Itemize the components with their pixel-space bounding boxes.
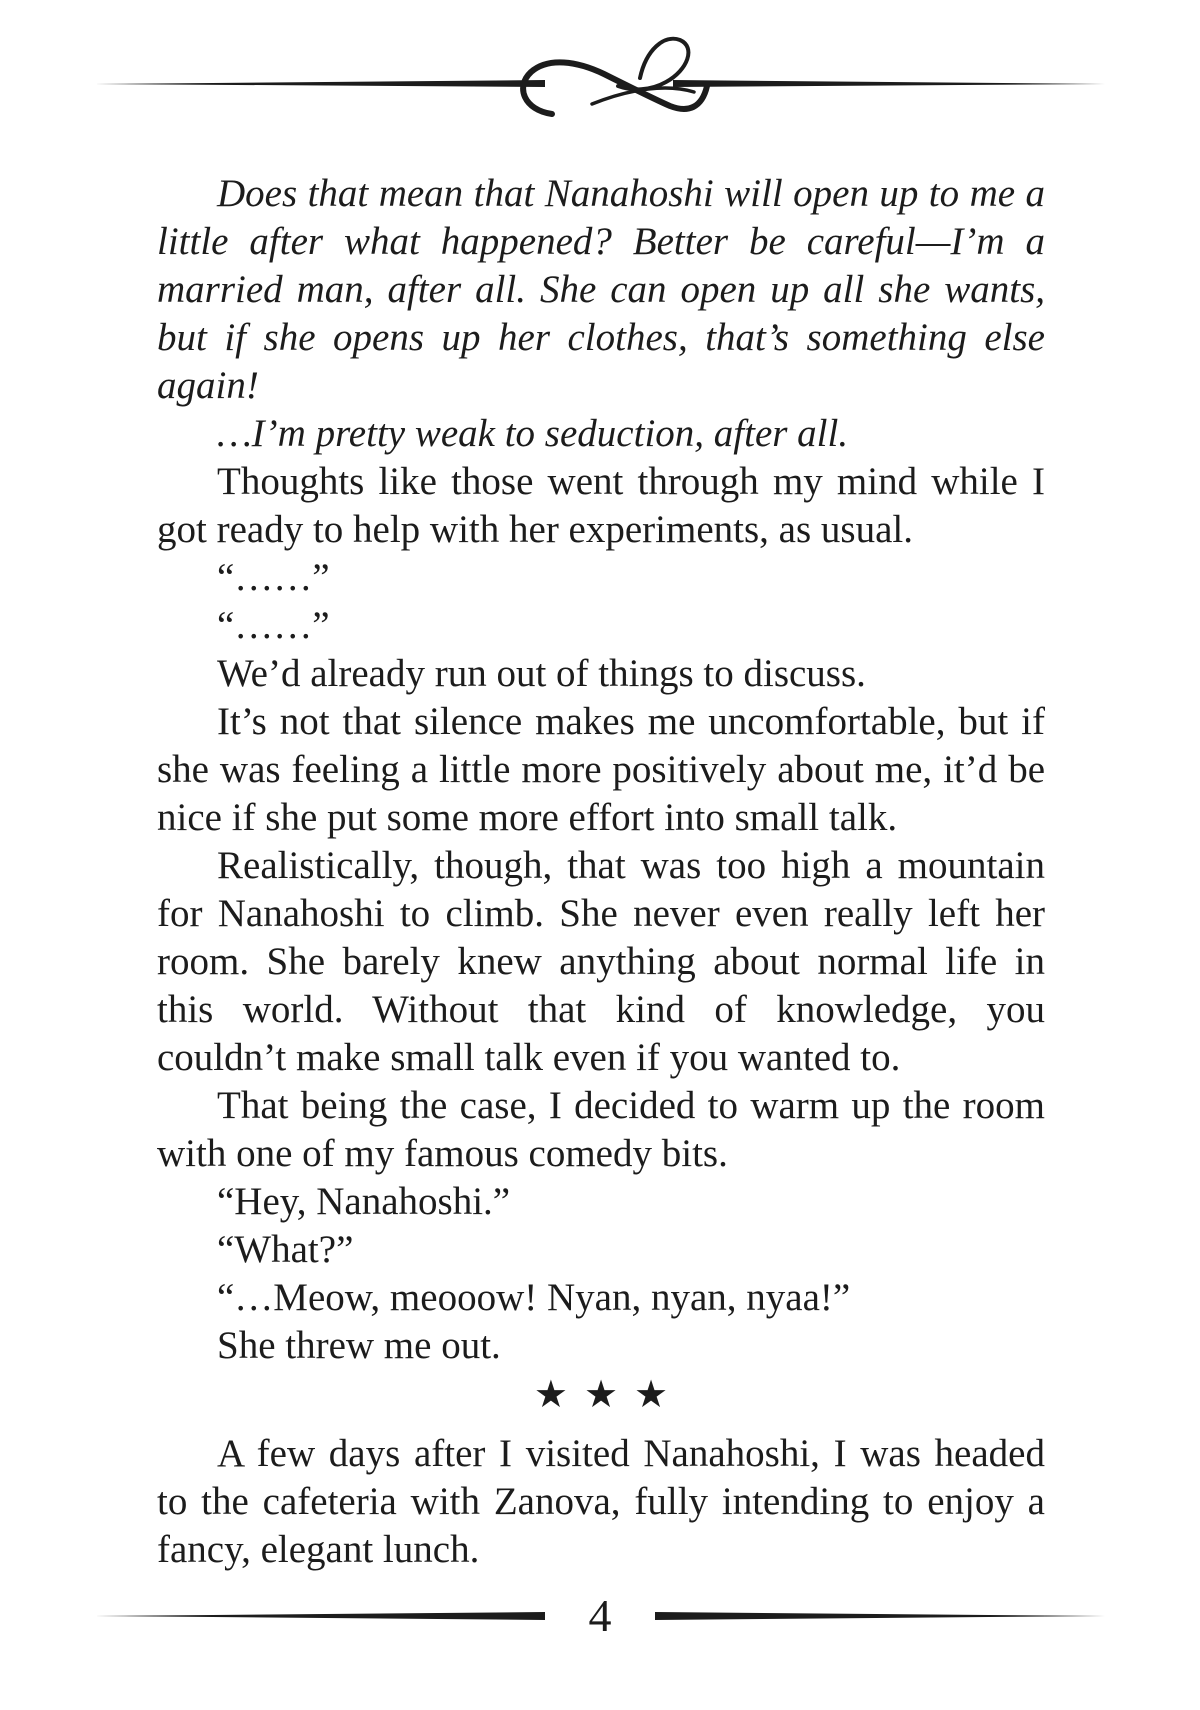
paragraph: We’d already run out of things to discuss. (217, 652, 866, 695)
text-body (157, 170, 1045, 1574)
page-number: 4 (588, 1590, 612, 1641)
paragraph-group-before-break (157, 170, 1045, 1370)
footer-rule-right (655, 1611, 1105, 1621)
paragraph: “Hey, Nanahoshi.” (217, 1180, 511, 1223)
paragraph: It’s not that silence makes me uncomfortable, but if she was feeling a little more positively about me, it’d be nice if she put some more effort into small talk. (157, 700, 1045, 839)
paragraph: A few days after I visited Nanahoshi, I was headed to the cafeteria with Zanova, fully intending to enjoy a fancy, elegant lunch. (157, 1432, 1045, 1571)
paragraph: Thoughts like those went through my mind while I got ready to help with her experiments, as usual. (157, 460, 1045, 551)
paragraph: “……” (217, 604, 330, 647)
paragraph: “…Meow, meooow! Nyan, nyan, nyaa!” (217, 1276, 851, 1319)
page-footer (95, 1590, 1105, 1642)
footer-rule-left (95, 1611, 545, 1621)
paragraph: …I’m pretty weak to seduction, after all. (217, 412, 849, 455)
scene-break-stars: ★★★ (533, 1374, 685, 1416)
header-rule-left (95, 80, 545, 87)
paragraph: Realistically, though, that was too high a mountain for Nanahoshi to climb. She never even really left her room. She barely knew anything about normal life in this world. Without that kind of knowledge, you couldn’t make small talk even if you wanted to. (157, 844, 1045, 1079)
header-divider (0, 0, 1200, 170)
paragraph-group-after-break (157, 1430, 1045, 1574)
paragraph: “……” (217, 556, 330, 599)
flourish-icon (523, 39, 707, 114)
header-divider-graphic (0, 0, 1200, 170)
paragraph: That being the case, I decided to warm up the room with one of my famous comedy bits. (157, 1084, 1045, 1175)
paragraph: She threw me out. (217, 1324, 501, 1367)
paragraph: Does that mean that Nanahoshi will open up to me a little after what happened? Better be careful—I’m a married man, after all. She can open up all she wants, but if she opens up her clothes, that’s something else again! (157, 172, 1045, 407)
header-rule-right (673, 80, 1105, 87)
paragraph: “What?” (217, 1228, 354, 1271)
